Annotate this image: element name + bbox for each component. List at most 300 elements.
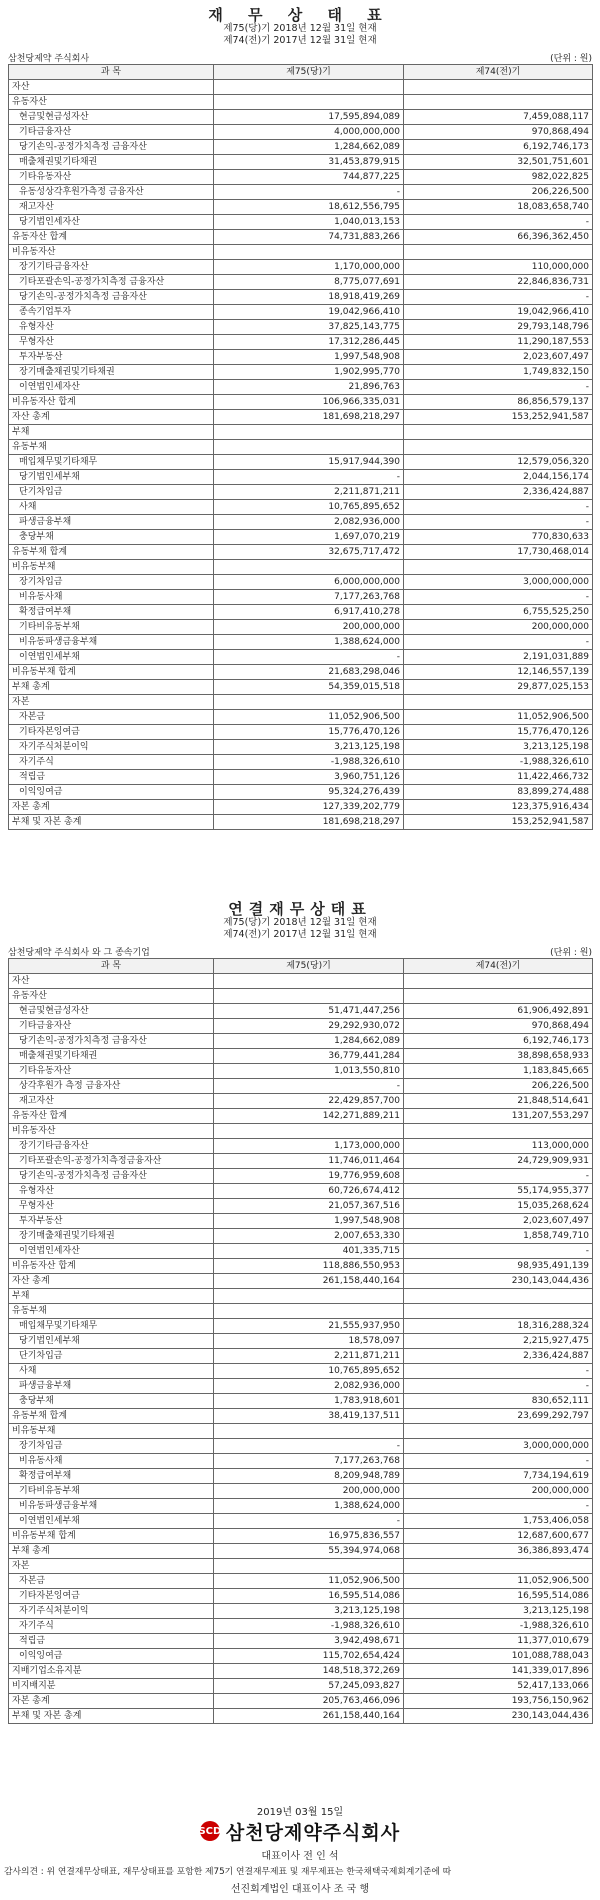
row-prior-value: 200,000,000 — [404, 1484, 593, 1499]
row-label: 비유동자산 — [9, 245, 214, 260]
row-current-value: 18,612,556,795 — [214, 200, 404, 215]
row-prior-value: 29,793,148,796 — [404, 320, 593, 335]
row-current-value: 57,245,093,827 — [214, 1679, 404, 1694]
row-current-value: 10,765,895,652 — [214, 500, 404, 515]
table-row — [9, 665, 593, 680]
row-current-value: 55,394,974,068 — [214, 1544, 404, 1559]
row-prior-value: 12,687,600,677 — [404, 1529, 593, 1544]
row-current-value: - — [214, 1514, 404, 1529]
row-label: 비유동부채 — [9, 1424, 214, 1439]
row-current-value: 31,453,879,915 — [214, 155, 404, 170]
row-label: 기타포괄손익-공정가치측정금융자산 — [9, 1154, 214, 1169]
table-row — [9, 1139, 593, 1154]
table-row — [9, 1034, 593, 1049]
row-label: 자기주식처분이익 — [9, 740, 214, 755]
row-label: 비유동파생금융부채 — [9, 1499, 214, 1514]
row-label: 자본금 — [9, 1574, 214, 1589]
row-label: 사채 — [9, 500, 214, 515]
row-current-value: 11,052,906,500 — [214, 1574, 404, 1589]
row-prior-value: - — [404, 515, 593, 530]
table-row — [9, 1319, 593, 1334]
row-prior-value: 970,868,494 — [404, 1019, 593, 1034]
table-row — [9, 575, 593, 590]
row-current-value: 4,000,000,000 — [214, 125, 404, 140]
table-row — [9, 770, 593, 785]
row-label: 자산 총계 — [9, 410, 214, 425]
row-prior-value: 19,042,966,410 — [404, 305, 593, 320]
row-prior-value: 101,088,788,043 — [404, 1649, 593, 1664]
row-prior-value: 1,858,749,710 — [404, 1229, 593, 1244]
row-prior-value: 7,734,194,619 — [404, 1469, 593, 1484]
row-current-value: 1,388,624,000 — [214, 1499, 404, 1514]
table-row — [9, 1094, 593, 1109]
table-row — [9, 110, 593, 125]
row-current-value: 21,683,298,046 — [214, 665, 404, 680]
row-label: 비유동자산 합계 — [9, 1259, 214, 1274]
table-row — [9, 560, 593, 575]
row-prior-value: 86,856,579,137 — [404, 395, 593, 410]
row-current-value: 3,213,125,198 — [214, 1604, 404, 1619]
table-row — [9, 1169, 593, 1184]
bs-table — [8, 64, 593, 830]
row-label: 재고자산 — [9, 200, 214, 215]
table-row — [9, 1079, 593, 1094]
row-prior-value: 21,848,514,641 — [404, 1094, 593, 1109]
row-prior-value — [404, 80, 593, 95]
row-prior-value: 36,386,893,474 — [404, 1544, 593, 1559]
row-current-value: - — [214, 185, 404, 200]
row-label: 이연법인세자산 — [9, 1244, 214, 1259]
table-row — [9, 605, 593, 620]
row-current-value — [214, 1124, 404, 1139]
row-prior-value — [404, 1559, 593, 1574]
row-current-value: 1,013,550,810 — [214, 1064, 404, 1079]
row-current-value: 261,158,440,164 — [214, 1709, 404, 1724]
row-label: 당기손익-공정가치측정 금융자산 — [9, 140, 214, 155]
row-prior-value — [404, 989, 593, 1004]
table-row — [9, 260, 593, 275]
row-label: 확정급여부채 — [9, 1469, 214, 1484]
table-row — [9, 650, 593, 665]
cbs-col-prior: 제74(전)기 — [404, 959, 593, 974]
table-row — [9, 740, 593, 755]
row-current-value: 744,877,225 — [214, 170, 404, 185]
row-prior-value: - — [404, 635, 593, 650]
row-current-value — [214, 560, 404, 575]
row-label: 이연법인세자산 — [9, 380, 214, 395]
row-label: 유동성상각후원가측정 금융자산 — [9, 185, 214, 200]
row-label: 당기손익-공정가치측정 금융자산 — [9, 290, 214, 305]
row-prior-value — [404, 695, 593, 710]
row-label: 자산 — [9, 80, 214, 95]
row-label: 비유동부채 합계 — [9, 1529, 214, 1544]
table-row — [9, 680, 593, 695]
table-row — [9, 1619, 593, 1634]
row-current-value: 17,312,286,445 — [214, 335, 404, 350]
row-prior-value: 3,000,000,000 — [404, 1439, 593, 1454]
row-prior-value — [404, 245, 593, 260]
row-prior-value: 66,396,362,450 — [404, 230, 593, 245]
row-label: 충당부채 — [9, 1394, 214, 1409]
table-row — [9, 350, 593, 365]
table-row — [9, 725, 593, 740]
table-row — [9, 1274, 593, 1289]
table-row — [9, 695, 593, 710]
row-label: 현금및현금성자산 — [9, 1004, 214, 1019]
row-label: 당기손익-공정가치측정 금융자산 — [9, 1034, 214, 1049]
row-prior-value: 18,083,658,740 — [404, 200, 593, 215]
row-prior-value: 6,192,746,173 — [404, 1034, 593, 1049]
row-prior-value: 206,226,500 — [404, 1079, 593, 1094]
row-current-value: 2,211,871,211 — [214, 485, 404, 500]
row-label: 파생금융부채 — [9, 515, 214, 530]
table-row — [9, 440, 593, 455]
row-current-value: 1,040,013,153 — [214, 215, 404, 230]
table-row — [9, 1379, 593, 1394]
table-row — [9, 1454, 593, 1469]
row-current-value: 3,213,125,198 — [214, 740, 404, 755]
row-current-value: 1,284,662,089 — [214, 1034, 404, 1049]
row-prior-value: 18,316,288,324 — [404, 1319, 593, 1334]
row-label: 유동자산 — [9, 989, 214, 1004]
table-row — [9, 1109, 593, 1124]
report-date: 2019년 03월 15일 — [256, 1807, 344, 1818]
row-prior-value: 1,753,406,058 — [404, 1514, 593, 1529]
row-label: 부채 및 자본 총계 — [9, 815, 214, 830]
row-prior-value: 11,290,187,553 — [404, 335, 593, 350]
row-label: 기타금융자산 — [9, 1019, 214, 1034]
row-current-value: 60,726,674,412 — [214, 1184, 404, 1199]
row-current-value — [214, 440, 404, 455]
row-current-value — [214, 245, 404, 260]
row-current-value: 22,429,857,700 — [214, 1094, 404, 1109]
table-row — [9, 1124, 593, 1139]
row-label: 기타금융자산 — [9, 125, 214, 140]
row-current-value: 32,675,717,472 — [214, 545, 404, 560]
row-label: 자기주식 — [9, 1619, 214, 1634]
row-current-value: 3,960,751,126 — [214, 770, 404, 785]
row-prior-value: - — [404, 1244, 593, 1259]
row-current-value: 16,595,514,086 — [214, 1589, 404, 1604]
table-row — [9, 1364, 593, 1379]
row-current-value: 200,000,000 — [214, 1484, 404, 1499]
bs-title: 재 무 상 태 표 — [208, 6, 392, 24]
table-row — [9, 395, 593, 410]
row-label: 이연법인세부채 — [9, 650, 214, 665]
row-label: 기타유동자산 — [9, 170, 214, 185]
cbs-col-current: 제75(당)기 — [214, 959, 404, 974]
row-prior-value: 2,191,031,889 — [404, 650, 593, 665]
row-current-value: 6,917,410,278 — [214, 605, 404, 620]
row-label: 매출채권및기타채권 — [9, 155, 214, 170]
row-label: 유동부채 — [9, 440, 214, 455]
row-current-value: 205,763,466,096 — [214, 1694, 404, 1709]
row-label: 기타자본잉여금 — [9, 725, 214, 740]
table-row — [9, 1439, 593, 1454]
row-label: 부채 총계 — [9, 1544, 214, 1559]
table-row — [9, 755, 593, 770]
row-current-value: 401,335,715 — [214, 1244, 404, 1259]
row-current-value: 19,776,959,608 — [214, 1169, 404, 1184]
row-label: 장기매출채권및기타채권 — [9, 365, 214, 380]
table-row — [9, 989, 593, 1004]
row-prior-value: - — [404, 1454, 593, 1469]
row-current-value: 2,082,936,000 — [214, 515, 404, 530]
row-label: 자기주식처분이익 — [9, 1604, 214, 1619]
row-prior-value: - — [404, 1379, 593, 1394]
row-prior-value: 2,215,927,475 — [404, 1334, 593, 1349]
table-row — [9, 1694, 593, 1709]
row-current-value: 11,746,011,464 — [214, 1154, 404, 1169]
row-current-value: - — [214, 470, 404, 485]
row-label: 부채 및 자본 총계 — [9, 1709, 214, 1724]
table-row — [9, 500, 593, 515]
table-row — [9, 1649, 593, 1664]
cbs-title: 연결재무상태표 — [228, 900, 372, 918]
cbs-table — [8, 958, 593, 1724]
row-label: 장기매출채권및기타채권 — [9, 1229, 214, 1244]
table-row — [9, 1709, 593, 1724]
table-row — [9, 515, 593, 530]
row-label: 투자부동산 — [9, 1214, 214, 1229]
cbs-period-prior: 제74(전)기 2017년 12월 31일 현재 — [223, 929, 377, 940]
row-prior-value: 1,749,832,150 — [404, 365, 593, 380]
row-current-value: 106,966,335,031 — [214, 395, 404, 410]
row-label: 자본금 — [9, 710, 214, 725]
row-label: 기타포괄손익-공정가치측정 금융자산 — [9, 275, 214, 290]
row-label: 자본 — [9, 1559, 214, 1574]
table-row — [9, 1184, 593, 1199]
row-current-value: 38,419,137,511 — [214, 1409, 404, 1424]
row-label: 비유동부채 합계 — [9, 665, 214, 680]
row-label: 유동자산 합계 — [9, 230, 214, 245]
row-prior-value: 206,226,500 — [404, 185, 593, 200]
row-label: 종속기업투자 — [9, 305, 214, 320]
table-row — [9, 335, 593, 350]
row-prior-value: 110,000,000 — [404, 260, 593, 275]
row-prior-value: 3,213,125,198 — [404, 740, 593, 755]
row-label: 유동부채 합계 — [9, 1409, 214, 1424]
row-current-value — [214, 95, 404, 110]
row-current-value: 1,997,548,908 — [214, 1214, 404, 1229]
table-row — [9, 365, 593, 380]
table-row — [9, 1544, 593, 1559]
row-current-value — [214, 425, 404, 440]
row-current-value: 21,896,763 — [214, 380, 404, 395]
row-current-value — [214, 80, 404, 95]
row-label: 비유동사채 — [9, 590, 214, 605]
table-row — [9, 1559, 593, 1574]
row-label: 무형자산 — [9, 335, 214, 350]
row-prior-value: 11,052,906,500 — [404, 1574, 593, 1589]
table-row — [9, 170, 593, 185]
row-label: 투자부동산 — [9, 350, 214, 365]
row-prior-value: 61,906,492,891 — [404, 1004, 593, 1019]
row-prior-value: - — [404, 215, 593, 230]
row-current-value: 127,339,202,779 — [214, 800, 404, 815]
row-label: 지배기업소유지분 — [9, 1664, 214, 1679]
row-prior-value: 15,035,268,624 — [404, 1199, 593, 1214]
ceo-name: 대표이사 전 인 석 — [261, 1851, 339, 1862]
row-label: 기타비유동부채 — [9, 1484, 214, 1499]
row-prior-value: 2,336,424,887 — [404, 485, 593, 500]
table-row — [9, 1604, 593, 1619]
row-label: 유동자산 — [9, 95, 214, 110]
table-row — [9, 1244, 593, 1259]
logo-text: 삼천당제약주식회사 — [225, 1821, 401, 1844]
row-label: 적립금 — [9, 1634, 214, 1649]
row-prior-value: 17,730,468,014 — [404, 545, 593, 560]
row-prior-value — [404, 440, 593, 455]
row-current-value: -1,988,326,610 — [214, 755, 404, 770]
row-prior-value: 52,417,133,066 — [404, 1679, 593, 1694]
row-prior-value: 98,935,491,139 — [404, 1259, 593, 1274]
row-label: 기타비유동부채 — [9, 620, 214, 635]
table-row — [9, 1574, 593, 1589]
row-label: 당기법인세자산 — [9, 215, 214, 230]
table-row — [9, 1154, 593, 1169]
row-prior-value: 6,192,746,173 — [404, 140, 593, 155]
table-row — [9, 1064, 593, 1079]
row-current-value: 2,211,871,211 — [214, 1349, 404, 1364]
row-current-value: 1,783,918,601 — [214, 1394, 404, 1409]
table-row — [9, 1199, 593, 1214]
table-row — [9, 1589, 593, 1604]
row-current-value — [214, 989, 404, 1004]
row-current-value — [214, 695, 404, 710]
row-label: 부채 총계 — [9, 680, 214, 695]
bs-col-current: 제75(당)기 — [214, 65, 404, 80]
table-row — [9, 215, 593, 230]
row-current-value: 200,000,000 — [214, 620, 404, 635]
logo-mark-icon: SCD — [200, 1821, 220, 1841]
row-prior-value: 193,756,150,962 — [404, 1694, 593, 1709]
table-row — [9, 230, 593, 245]
row-label: 현금및현금성자산 — [9, 110, 214, 125]
row-prior-value — [404, 974, 593, 989]
row-current-value: 11,052,906,500 — [214, 710, 404, 725]
table-row — [9, 95, 593, 110]
table-row — [9, 1484, 593, 1499]
row-prior-value: - — [404, 1364, 593, 1379]
row-prior-value — [404, 95, 593, 110]
row-current-value — [214, 1424, 404, 1439]
row-prior-value: 982,022,825 — [404, 170, 593, 185]
row-label: 단기차입금 — [9, 485, 214, 500]
table-row — [9, 800, 593, 815]
row-prior-value: 7,459,088,117 — [404, 110, 593, 125]
row-current-value: 118,886,550,953 — [214, 1259, 404, 1274]
row-prior-value: 22,846,836,731 — [404, 275, 593, 290]
row-label: 사채 — [9, 1364, 214, 1379]
table-row — [9, 1334, 593, 1349]
row-prior-value: 830,652,111 — [404, 1394, 593, 1409]
row-label: 매입채무및기타채무 — [9, 455, 214, 470]
row-label: 자본 — [9, 695, 214, 710]
row-prior-value: 3,213,125,198 — [404, 1604, 593, 1619]
bs-col-prior: 제74(전)기 — [404, 65, 593, 80]
row-prior-value: 970,868,494 — [404, 125, 593, 140]
row-prior-value: 153,252,941,587 — [404, 815, 593, 830]
row-label: 충당부채 — [9, 530, 214, 545]
row-current-value: 37,825,143,775 — [214, 320, 404, 335]
table-row — [9, 1424, 593, 1439]
row-prior-value — [404, 425, 593, 440]
row-current-value: 3,942,498,671 — [214, 1634, 404, 1649]
row-prior-value: 38,898,658,933 — [404, 1049, 593, 1064]
row-label: 비유동부채 — [9, 560, 214, 575]
row-label: 자산 — [9, 974, 214, 989]
row-label: 유형자산 — [9, 320, 214, 335]
row-current-value: -1,988,326,610 — [214, 1619, 404, 1634]
cbs-unit: (단위 : 원) — [550, 948, 592, 958]
row-current-value: 15,917,944,390 — [214, 455, 404, 470]
table-row — [9, 1664, 593, 1679]
bs-period-current: 제75(당)기 2018년 12월 31일 현재 — [223, 23, 377, 34]
table-row — [9, 1259, 593, 1274]
row-current-value: 18,918,419,269 — [214, 290, 404, 305]
row-current-value: 8,775,077,691 — [214, 275, 404, 290]
row-prior-value: - — [404, 500, 593, 515]
row-label: 당기법인세부채 — [9, 470, 214, 485]
row-label: 장기차입금 — [9, 1439, 214, 1454]
row-label: 이익잉여금 — [9, 785, 214, 800]
row-prior-value: 12,579,056,320 — [404, 455, 593, 470]
row-prior-value — [404, 1124, 593, 1139]
row-label: 자기주식 — [9, 755, 214, 770]
row-label: 파생금융부채 — [9, 1379, 214, 1394]
row-label: 유동부채 합계 — [9, 545, 214, 560]
row-current-value: 261,158,440,164 — [214, 1274, 404, 1289]
table-row — [9, 140, 593, 155]
table-row — [9, 1679, 593, 1694]
table-row — [9, 470, 593, 485]
row-prior-value: 2,336,424,887 — [404, 1349, 593, 1364]
row-label: 재고자산 — [9, 1094, 214, 1109]
row-current-value: 2,082,936,000 — [214, 1379, 404, 1394]
row-prior-value: 1,183,845,665 — [404, 1064, 593, 1079]
row-current-value: 1,388,624,000 — [214, 635, 404, 650]
row-prior-value: 153,252,941,587 — [404, 410, 593, 425]
table-row — [9, 1469, 593, 1484]
row-current-value — [214, 1304, 404, 1319]
row-current-value: 16,975,836,557 — [214, 1529, 404, 1544]
row-current-value: 7,177,263,768 — [214, 1454, 404, 1469]
row-prior-value: 230,143,044,436 — [404, 1709, 593, 1724]
row-current-value: 1,697,070,219 — [214, 530, 404, 545]
table-row — [9, 380, 593, 395]
row-prior-value: 12,146,557,139 — [404, 665, 593, 680]
bs-col-item: 과 목 — [9, 65, 214, 80]
row-prior-value: 11,422,466,732 — [404, 770, 593, 785]
row-prior-value: - — [404, 380, 593, 395]
table-row — [9, 155, 593, 170]
table-row — [9, 620, 593, 635]
row-current-value: 142,271,889,211 — [214, 1109, 404, 1124]
row-label: 확정급여부채 — [9, 605, 214, 620]
row-label: 비유동파생금융부채 — [9, 635, 214, 650]
table-row — [9, 1409, 593, 1424]
row-prior-value: - — [404, 1499, 593, 1514]
audit-opinion: 감사의견 : 위 연결재무상태표, 재무상태표를 포함한 제75기 연결재무제표 및 재무제표는 한국채택국제회계기준에 따 — [4, 1867, 452, 1877]
row-current-value: 148,518,372,269 — [214, 1664, 404, 1679]
row-current-value: - — [214, 1079, 404, 1094]
table-row — [9, 1214, 593, 1229]
row-prior-value: 11,377,010,679 — [404, 1634, 593, 1649]
row-current-value: 17,595,894,089 — [214, 110, 404, 125]
row-label: 기타유동자산 — [9, 1064, 214, 1079]
row-current-value: 1,997,548,908 — [214, 350, 404, 365]
